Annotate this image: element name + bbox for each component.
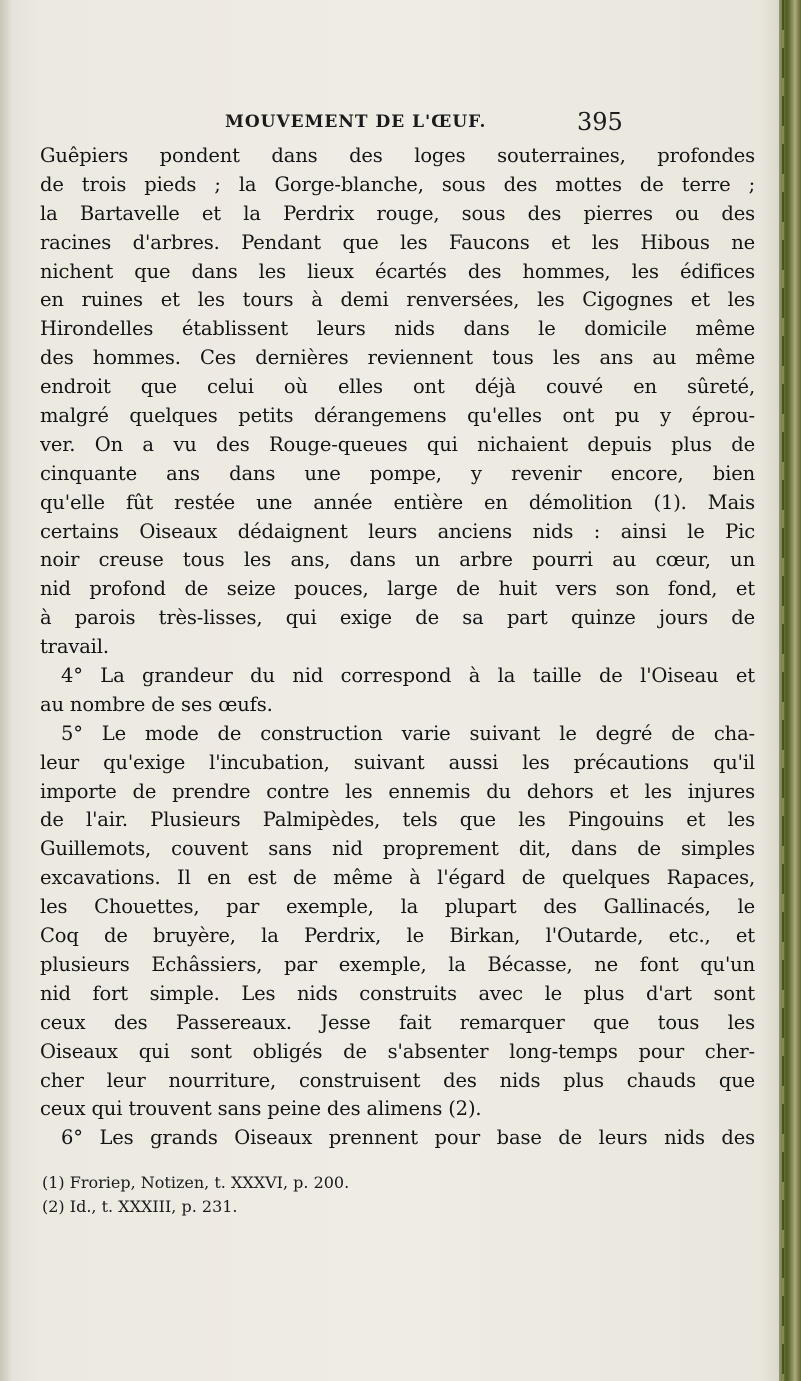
page-number: 395: [577, 108, 623, 136]
text-line: plusieurs Echâssiers, par exemple, la Bécasse, ne font qu'un: [40, 952, 755, 976]
text-line: au nombre de ses œufs.: [40, 692, 273, 716]
text-line: leur qu'exige l'incubation, suivant aussi les précautions qu'il: [40, 750, 755, 774]
text-line: ceux qui trouvent sans peine des alimens (2).: [40, 1097, 482, 1121]
text-line: de l'air. Plusieurs Palmipèdes, tels que les Pingouins et les: [40, 808, 755, 832]
text-line: qu'elle fût restée une année entière en démolition (1). Mais: [40, 490, 755, 514]
text-line: Hirondelles établissent leurs nids dans le domicile même: [40, 317, 755, 341]
text-line: en ruines et les tours à demi renversées, les Cigognes et les: [40, 288, 755, 312]
text-line: cher leur nourriture, construisent des nids plus chauds que: [40, 1068, 755, 1092]
text-line: nid profond de seize pouces, large de huit vers son fond, et: [40, 577, 755, 601]
text-line: 5° Le mode de construction varie suivant le degré de cha-: [61, 721, 755, 745]
text-line: importe de prendre contre les ennemis du dehors et les injures: [40, 779, 755, 803]
text-line: travail.: [40, 635, 109, 659]
text-line: nichent que dans les lieux écartés des hommes, les édifices: [40, 259, 755, 283]
book-binding-edge: [779, 0, 801, 1381]
text-line: de trois pieds ; la Gorge-blanche, sous des mottes de terre ;: [40, 172, 755, 196]
body-text: [40, 142, 755, 1153]
text-line: la Bartavelle et la Perdrix rouge, sous des pierres ou des: [40, 201, 755, 225]
text-line: ver. On a vu des Rouge-queues qui nichaient depuis plus de: [40, 432, 755, 456]
footnote-1: (1) Froriep, Notizen, t. XXXVI, p. 200.: [42, 1173, 350, 1192]
text-line: 6° Les grands Oiseaux prennent pour base de leurs nids des: [61, 1126, 755, 1150]
text-line: Coq de bruyère, la Perdrix, le Birkan, l'Outarde, etc., et: [40, 924, 755, 948]
page-header: [40, 108, 755, 140]
text-line: Oiseaux qui sont obligés de s'absenter long-temps pour cher-: [40, 1039, 755, 1063]
text-line: certains Oiseaux dédaignent leurs anciens nids : ainsi le Pic: [40, 519, 755, 543]
text-line: à parois très-lisses, qui exige de sa part quinze jours de: [40, 606, 755, 630]
page-gutter-shadow: [0, 0, 12, 1381]
running-head: MOUVEMENT DE L'ŒUF.: [225, 112, 487, 132]
text-line: noir creuse tous les ans, dans un arbre pourri au cœur, un: [40, 548, 755, 572]
text-line: endroit que celui où elles ont déjà couvé en sûreté,: [40, 375, 755, 399]
text-line: Guêpiers pondent dans des loges souterraines, profondes: [40, 144, 755, 167]
text-line: 4° La grandeur du nid correspond à la taille de l'Oiseau et: [61, 664, 755, 688]
text-line: les Chouettes, par exemple, la plupart des Gallinacés, le: [40, 895, 755, 919]
text-line: malgré quelques petits dérangemens qu'elles ont pu y éprou-: [40, 404, 755, 428]
text-line: ceux des Passereaux. Jesse fait remarquer que tous les: [40, 1010, 755, 1034]
text-line: racines d'arbres. Pendant que les Faucons et les Hibous ne: [40, 230, 755, 254]
text-line: nid fort simple. Les nids construits avec le plus d'art sont: [40, 981, 755, 1005]
footnote-2: (2) Id., t. XXXIII, p. 231.: [42, 1197, 238, 1216]
text-line: Guillemots, couvent sans nid proprement dit, dans de simples: [40, 837, 755, 861]
text-line: cinquante ans dans une pompe, y revenir encore, bien: [40, 461, 755, 485]
footnotes: [42, 1171, 642, 1219]
text-line: excavations. Il en est de même à l'égard de quelques Rapaces,: [40, 866, 755, 890]
text-line: des hommes. Ces dernières reviennent tous les ans au même: [40, 346, 755, 370]
